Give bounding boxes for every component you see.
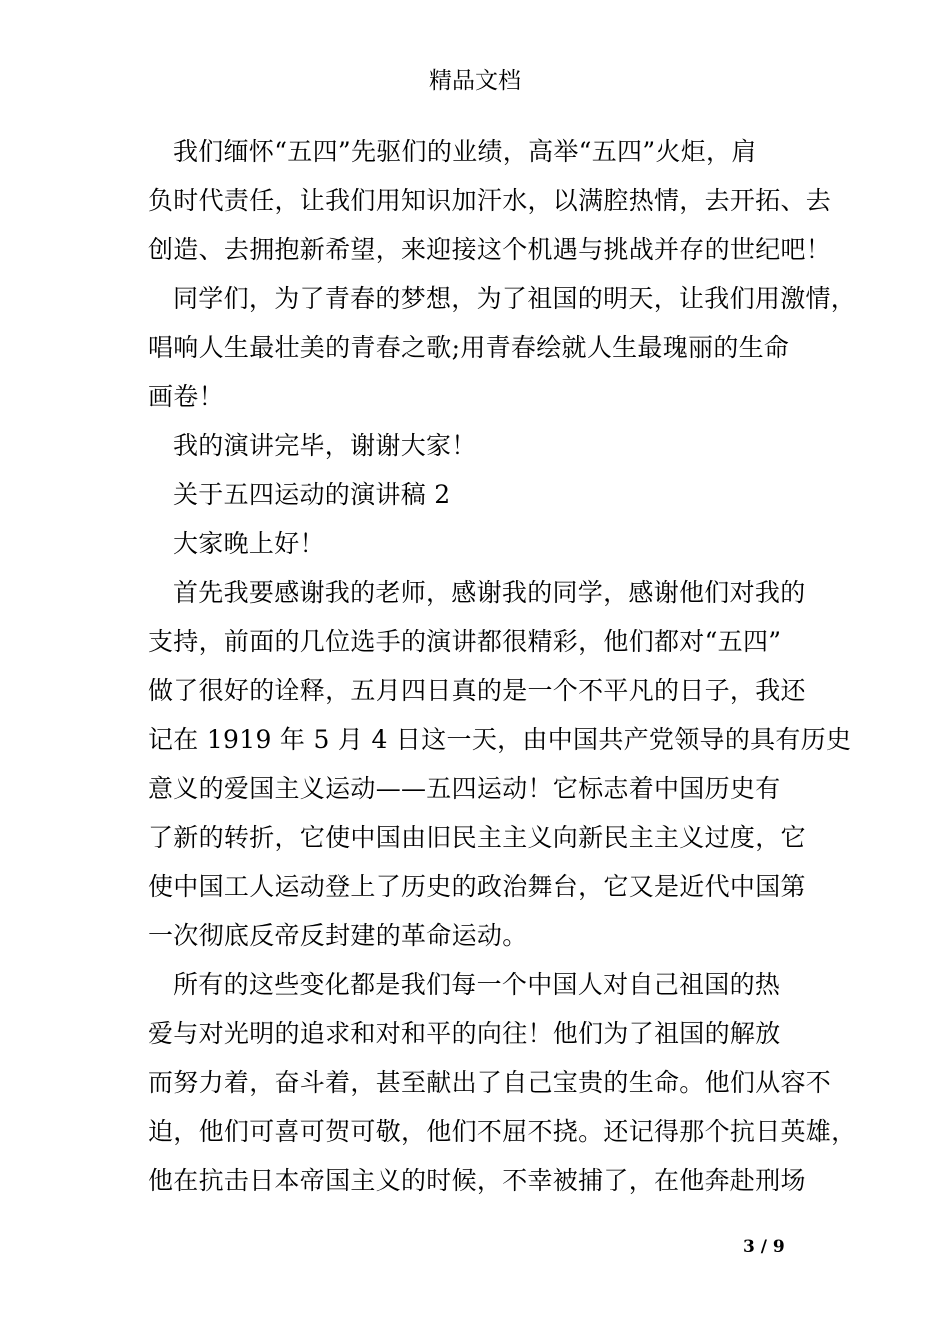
text-line: 我的演讲完毕，谢谢大家！ xyxy=(173,431,477,460)
text-line: 负时代责任，让我们用知识加汗水，以满腔热情，去开拓、去 xyxy=(148,186,832,215)
document-body xyxy=(148,127,857,1205)
page-header-title: 精品文档 xyxy=(429,68,521,94)
text-line: 画卷！ xyxy=(148,382,224,411)
text-line: 爱与对光明的追求和对和平的向往！他们为了祖国的解放 xyxy=(148,1019,781,1048)
text-line: 同学们，为了青春的梦想，为了祖国的明天，让我们用激情， xyxy=(173,284,857,313)
text-line: 支持，前面的几位选手的演讲都很精彩，他们都对“五四” xyxy=(148,627,782,656)
text-line: 记在 1919 年 5 月 4 日这一天，由中国共产党领导的具有历史 xyxy=(148,725,852,754)
text-line: 一次彻底反帝反封建的革命运动。 xyxy=(148,921,528,950)
text-line: 使中国工人运动登上了历史的政治舞台，它又是近代中国第 xyxy=(148,872,806,901)
text-line: 首先我要感谢我的老师，感谢我的同学，感谢他们对我的 xyxy=(173,578,806,607)
page-number: 3 / 9 xyxy=(743,1237,785,1257)
text-line: 而努力着，奋斗着，甚至献出了自己宝贵的生命。他们从容不 xyxy=(148,1068,832,1097)
text-line: 我们缅怀“五四”先驱们的业绩，高举“五四”火炬，肩 xyxy=(173,137,757,166)
text-line: 意义的爱国主义运动——五四运动！它标志着中国历史有 xyxy=(148,774,781,803)
text-line: 迫，他们可喜可贺可敬，他们不屈不挠。还记得那个抗日英雄， xyxy=(148,1117,857,1146)
text-line: 唱响人生最壮美的青春之歌;用青春绘就人生最瑰丽的生命 xyxy=(148,333,790,362)
text-line: 了新的转折，它使中国由旧民主主义向新民主主义过度，它 xyxy=(148,823,806,852)
text-line: 做了很好的诠释，五月四日真的是一个不平凡的日子，我还 xyxy=(148,676,806,705)
text-line: 创造、去拥抱新希望，来迎接这个机遇与挑战并存的世纪吧！ xyxy=(148,235,832,264)
text-line: 大家晚上好！ xyxy=(173,529,325,558)
text-line: 所有的这些变化都是我们每一个中国人对自己祖国的热 xyxy=(173,970,781,999)
text-line: 他在抗击日本帝国主义的时候，不幸被捕了，在他奔赴刑场 xyxy=(148,1166,806,1195)
section-heading: 关于五四运动的演讲稿 2 xyxy=(173,480,451,509)
